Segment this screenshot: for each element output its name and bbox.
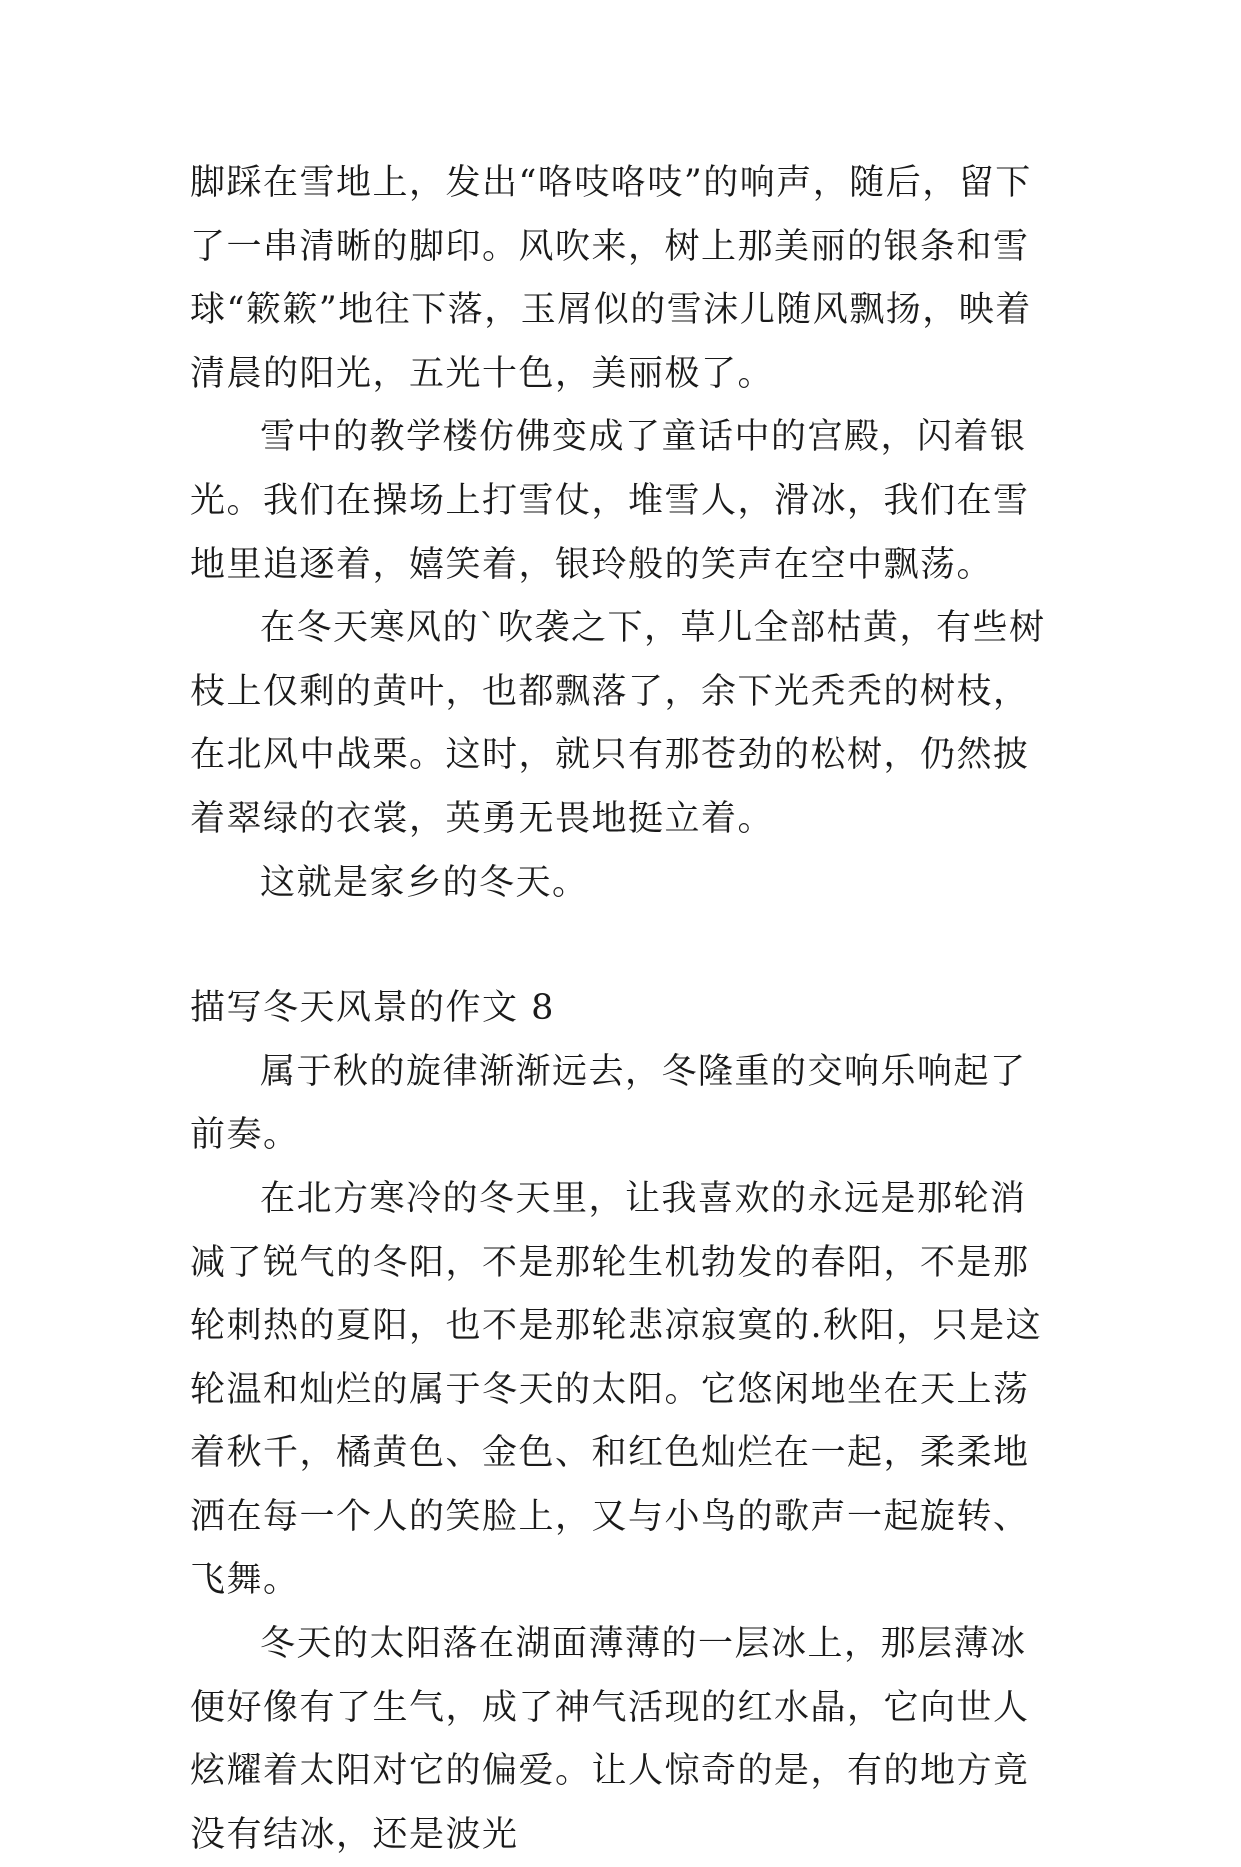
paragraph-hometown-winter: 这就是家乡的冬天。	[260, 862, 589, 903]
paragraph-autumn-melody: 属于秋的旋律渐渐远去，冬隆重的交响乐响起了前奏。	[190, 1051, 1027, 1156]
paragraph-cold-wind: 在冬天寒风的`吹袭之下，草儿全部枯黄，有些树枝上仅剩的黄叶，也都飘落了，余下光秃秃的树枝，在北风中战栗。这时，就只有那苍劲的松树，仍然披着翠绿的衣裳，英勇无畏地挺立着。	[190, 608, 1046, 839]
paragraph-school-snow: 雪中的教学楼仿佛变成了童话中的宫殿，闪着银光。我们在操场上打雪仗，堆雪人，滑冰，我们在雪地里追逐着，嬉笑着，银玲般的笑声在空中飘荡。	[190, 417, 1030, 585]
section-title: 描写冬天风景的作文 8	[190, 988, 555, 1029]
paragraph-lake-ice: 冬天的太阳落在湖面薄薄的一层冰上，那层薄冰便好像有了生气，成了神气活现的红水晶，它向世人炫耀着太阳对它的偏爱。让人惊奇的是，有的地方竟没有结冰，还是波光	[190, 1624, 1030, 1855]
paragraph-snow-footprints: 脚踩在雪地上，发出“咯吱咯吱”的响声，随后，留下了一串清晰的脚印。风吹来，树上那美丽的银条和雪球“簌簌”地往下落，玉屑似的雪沫儿随风飘扬，映着清晨的阳光，五光十色，美丽极了。	[190, 163, 1032, 394]
section-gap	[190, 915, 1060, 977]
paragraph-winter-sun: 在北方寒冷的冬天里，让我喜欢的永远是那轮消减了锐气的冬阳，不是那轮生机勃发的春阳，不是那轮刺热的夏阳，也不是那轮悲凉寂寞的.秋阳，只是这轮温和灿烂的属于冬天的太阳。它悠闲地坐在天上荡着秋千，橘黄色、金色、和红色灿烂在一起，柔柔地洒在每一个人的笑脸上，又与小鸟的歌声一起旋转、飞舞。	[190, 1178, 1043, 1601]
document-body	[190, 152, 1060, 1867]
